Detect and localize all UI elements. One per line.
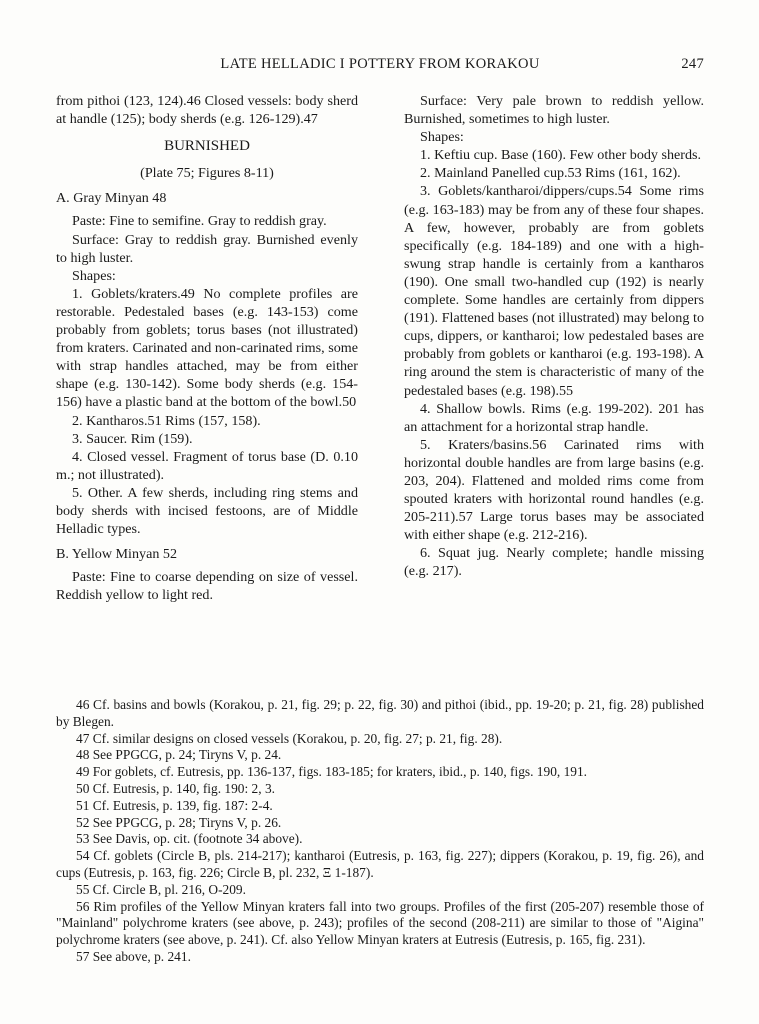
subsection-b-heading: B. Yellow Minyan 52 — [56, 546, 177, 563]
page-number: 247 — [681, 56, 704, 72]
footnote-57: 57 See above, p. 241. — [76, 948, 191, 964]
surface-b: Surface: Very pale brown to reddish yellow. Burnished, sometimes to high luster. — [404, 93, 704, 128]
footnote-52: 52 See PPGCG, p. 28; Tiryns V, p. 26. — [76, 814, 282, 830]
footnote-56: 56 Rim profiles of the Yellow Minyan kraters fall into two groups. Profiles of the first (205-207) resemble those of "Mainland" polychrome kraters (see above, p. 243); profiles of the second (208-211) are similar to those of "Aigina" polychrome kraters (see above, p. 241). Cf. also Yellow Minyan kraters at Eutresis (Eutresis, p. 165, fig. 231). — [56, 898, 704, 948]
shape-b3: 3. Goblets/kantharoi/dippers/cups.54 Some rims (e.g. 163-183) may be from any of these four shapes. A few, however, probably are from goblets specifically (e.g. 184-189) and one with a high-swung strap handle is certainly from a kantharos (190). One small two-handled cup (192) is nearly complete. Some handles are certainly from dippers (191). Flattened bases (not illustrated) may belong to cups, dippers, or kantharoi; low pedestaled bases are probably from goblets or kantharoi (e.g. 193-198). A ring around the stem is characteristic of many of the pedestaled bases (e.g. 198).55 — [404, 183, 704, 399]
running-header — [56, 56, 704, 76]
footnote-46: 46 Cf. basins and bowls (Korakou, p. 21, fig. 29; p. 22, fig. 30) and pithoi (ibid., pp. 19-20; p. 21, fig. 28) published by Blegen. — [56, 697, 704, 729]
shape-b4: 4. Shallow bowls. Rims (e.g. 199-202). 201 has an attachment for a horizontal strap handle. — [404, 400, 704, 435]
footnote-55: 55 Cf. Circle B, pl. 216, O-209. — [76, 881, 246, 897]
shape-b2: 2. Mainland Panelled cup.53 Rims (161, 162). — [420, 165, 681, 182]
shapes-label-a: Shapes: — [72, 267, 116, 284]
footnote-51: 51 Cf. Eutresis, p. 139, fig. 187: 2-4. — [76, 797, 273, 813]
shape-b6: 6. Squat jug. Nearly complete; handle missing (e.g. 217). — [404, 545, 704, 580]
footnote-48: 48 See PPGCG, p. 24; Tiryns V, p. 24. — [76, 747, 282, 763]
shape-b1: 1. Keftiu cup. Base (160). Few other body sherds. — [420, 147, 702, 164]
footnotes — [56, 697, 704, 966]
shapes-label-b: Shapes: — [420, 129, 464, 146]
shape-a2: 2. Kantharos.51 Rims (157, 158). — [72, 412, 261, 429]
subsection-a-heading: A. Gray Minyan 48 — [56, 190, 167, 207]
shape-a3: 3. Saucer. Rim (159). — [72, 430, 193, 447]
footnote-47: 47 Cf. similar designs on closed vessels (Korakou, p. 20, fig. 27; p. 21, fig. 28). — [76, 730, 503, 746]
shape-b5: 5. Kraters/basins.56 Carinated rims with horizontal double handles are from large basins (e.g. 203, 204). Flattened and molded rims come from spouted kraters with horizontal round handles (e.g. 205-211).57 Large torus bases may be associated with either shape (e.g. 212-216). — [404, 436, 704, 544]
shape-a1: 1. Goblets/kraters.49 No complete profiles are restorable. Pedestaled bases (e.g. 143-153) come probably from goblets; torus bases (not illustrated) from kraters. Carinated and non-carinated rims, some with strap handles attached, may be from either shape (e.g. 130-142). Some body sherds (e.g. 154-156) have a plastic band at the bottom of the bowl.50 — [56, 285, 358, 411]
left-column — [56, 92, 358, 604]
footnote-49: 49 For goblets, cf. Eutresis, pp. 136-137, figs. 183-185; for kraters, ibid., p. 140, figs. 190, 191. — [76, 764, 588, 780]
section-heading-burnished: BURNISHED — [164, 138, 250, 155]
paste-b: Paste: Fine to coarse depending on size of vessel. Reddish yellow to light red. — [56, 569, 358, 604]
plate-reference: (Plate 75; Figures 8-11) — [140, 165, 274, 182]
right-column — [404, 92, 704, 581]
footnote-50: 50 Cf. Eutresis, p. 140, fig. 190: 2, 3. — [76, 780, 275, 796]
shape-a4: 4. Closed vessel. Fragment of torus base (D. 0.10 m.; not illustrated). — [56, 448, 358, 483]
surface-a: Surface: Gray to reddish gray. Burnished evenly to high luster. — [56, 231, 358, 266]
paragraph-closed-vessels: from pithoi (123, 124).46 Closed vessels: body sherd at handle (125); body sherds (e.g. 126-129).47 — [56, 93, 358, 128]
shape-a5: 5. Other. A few sherds, including ring stems and body sherds with incised festoons, are of Middle Helladic types. — [56, 484, 358, 538]
footnote-54: 54 Cf. goblets (Circle B, pls. 214-217); kantharoi (Eutresis, p. 163, fig. 227); dippers (Korakou, p. 19, fig. 26), and cups (Eutresis, p. 163, fig. 226; Circle B, pl. 232, Ξ 1-187). — [56, 848, 704, 880]
paste-a: Paste: Fine to semifine. Gray to reddish gray. — [72, 213, 327, 230]
footnote-53: 53 See Davis, op. cit. (footnote 34 above). — [76, 831, 303, 847]
running-title: LATE HELLADIC I POTTERY FROM KORAKOU — [220, 56, 540, 72]
